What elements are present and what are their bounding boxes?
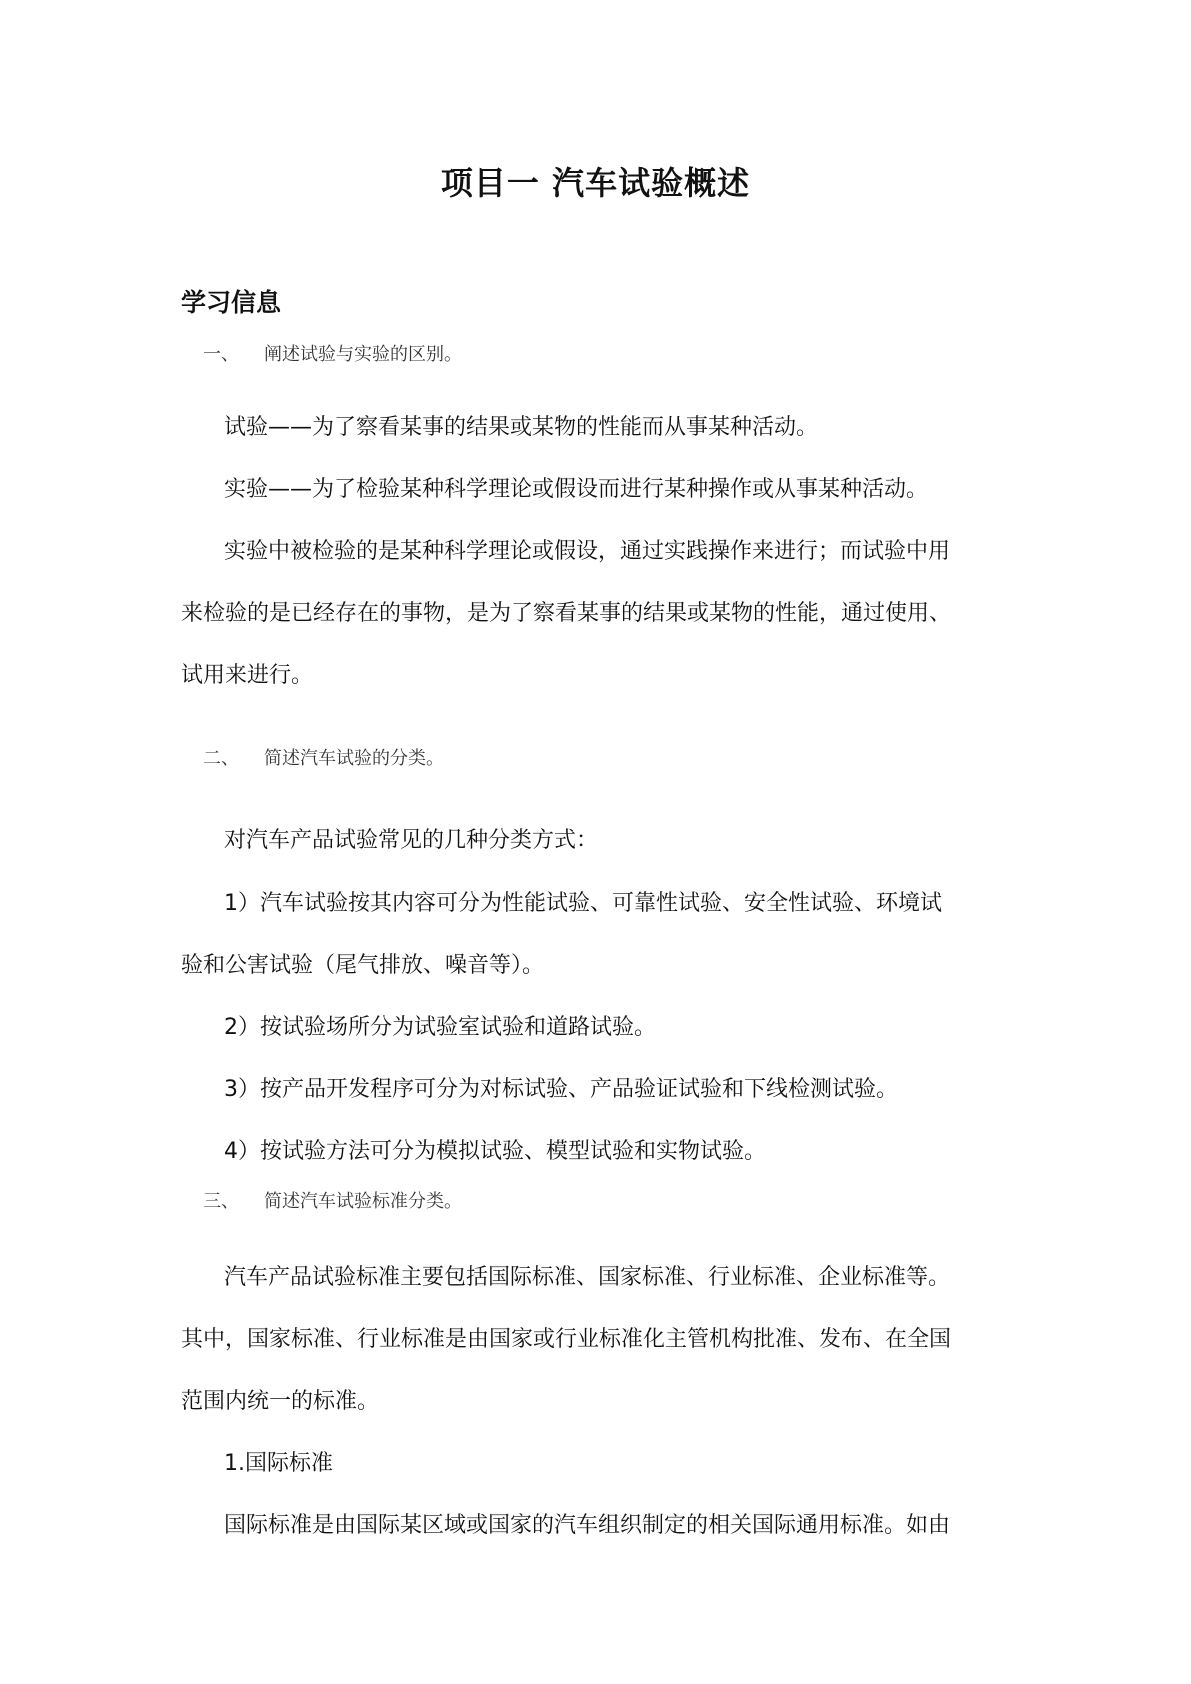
paragraph-line: 3）按产品开发程序可分为对标试验、产品验证试验和下线检测试验。 bbox=[224, 1077, 898, 1102]
section-title: 学习信息 bbox=[181, 288, 282, 317]
paragraph-line: 实验中被检验的是某种科学理论或假设，通过实践操作来进行；而试验中用 bbox=[224, 539, 951, 564]
paragraph-line: 试验——为了察看某事的结果或某物的性能而从事某种活动。 bbox=[224, 415, 819, 440]
question-text: 阐述试验与实验的区别。 bbox=[264, 344, 462, 365]
paragraph-line: 2）按试验场所分为试验室试验和道路试验。 bbox=[224, 1015, 656, 1040]
paragraph-line: 4）按试验方法可分为模拟试验、模型试验和实物试验。 bbox=[224, 1139, 766, 1164]
paragraph-line: 实验——为了检验某种科学理论或假设而进行某种操作或从事某种活动。 bbox=[224, 477, 929, 502]
paragraph-line: 1）汽车试验按其内容可分为性能试验、可靠性试验、安全性试验、环境试 bbox=[224, 891, 942, 916]
paragraph-line: 试用来进行。 bbox=[181, 663, 314, 688]
question-number: 一、 bbox=[203, 344, 239, 365]
paragraph-line: 国际标准是由国际某区域或国家的汽车组织制定的相关国际通用标准。如由 bbox=[224, 1513, 951, 1538]
question-text: 简述汽车试验标准分类。 bbox=[264, 1191, 462, 1212]
paragraph-line: 其中，国家标准、行业标准是由国家或行业标准化主管机构批准、发布、在全国 bbox=[181, 1327, 952, 1352]
document-title: 项目一 汽车试验概述 bbox=[440, 164, 751, 202]
question-number: 三、 bbox=[203, 1191, 239, 1212]
question-text: 简述汽车试验的分类。 bbox=[264, 748, 444, 769]
subheading-international-standard: 1.国际标准 bbox=[224, 1451, 333, 1476]
paragraph-line: 范围内统一的标准。 bbox=[181, 1389, 380, 1414]
paragraph-line: 对汽车产品试验常见的几种分类方式： bbox=[224, 828, 599, 853]
question-number: 二、 bbox=[203, 748, 239, 769]
paragraph-line: 来检验的是已经存在的事物，是为了察看某事的结果或某物的性能，通过使用、 bbox=[181, 601, 952, 626]
paragraph-line: 汽车产品试验标准主要包括国际标准、国家标准、行业标准、企业标准等。 bbox=[224, 1265, 951, 1290]
paragraph-line: 验和公害试验（尾气排放、噪音等）。 bbox=[181, 953, 545, 978]
